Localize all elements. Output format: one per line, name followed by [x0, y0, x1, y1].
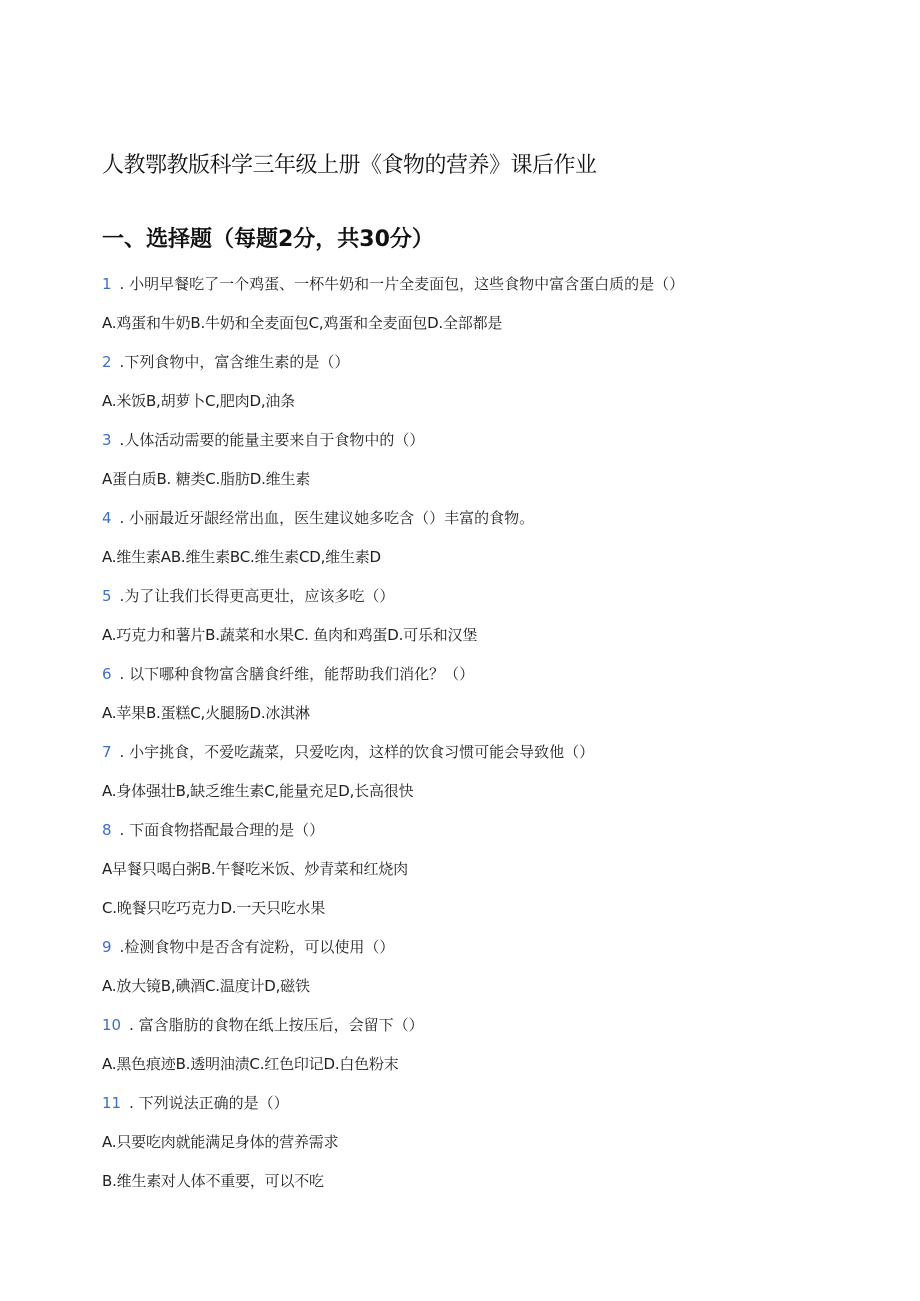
- question-9-options: A.放大镜B,碘酒C.温度计D,磁铁: [102, 977, 310, 995]
- question-text: .人体活动需要的能量主要来自于食物中的（）: [119, 431, 425, 449]
- question-11-option-b: B.维生素对人体不重要，可以不吃: [102, 1172, 324, 1190]
- question-text: .下列食物中，富含维生素的是（）: [119, 353, 350, 371]
- question-6-options: A.苹果B.蛋糕C,火腿肠D.冰淇淋: [102, 704, 310, 722]
- question-1-options: A.鸡蛋和牛奶B.牛奶和全麦面包C,鸡蛋和全麦面包D.全部都是: [102, 314, 503, 332]
- question-number: 5: [102, 587, 112, 605]
- question-text: . 下列说法正确的是（）: [129, 1094, 289, 1112]
- question-1: [102, 271, 882, 310]
- question-text: . 小明早餐吃了一个鸡蛋、一杯牛奶和一片全麦面包，这些食物中富含蛋白质的是（）: [119, 275, 685, 293]
- question-number: 1: [102, 275, 112, 293]
- question-8-options-a-b: A早餐只喝白粥B.午餐吃米饭、炒青菜和红烧肉: [102, 860, 408, 878]
- question-8-options-c-d: C.晚餐只吃巧克力D.一天只吃水果: [102, 899, 326, 917]
- question-number: 4: [102, 509, 112, 527]
- question-10: [102, 1012, 882, 1051]
- question-5-options: A.巧克力和薯片B.蔬菜和水果C. 鱼肉和鸡蛋D.可乐和汉堡: [102, 626, 478, 644]
- question-4-options: A.维生素AB.维生素BC.维生素CD,维生素D: [102, 548, 381, 566]
- question-number: 8: [102, 821, 112, 839]
- question-number: 3: [102, 431, 112, 449]
- question-text: . 下面食物搭配最合理的是（）: [119, 821, 325, 839]
- question-list: [102, 271, 882, 1207]
- question-text: . 以下哪种食物富含膳食纤维，能帮助我们消化？（）: [119, 665, 475, 683]
- question-3: [102, 427, 882, 466]
- question-7: [102, 739, 882, 778]
- question-number: 7: [102, 743, 112, 761]
- question-7-options: A.身体强壮B,缺乏维生素C,能量充足D,长高很快: [102, 782, 414, 800]
- section-heading: 一、选择题（每题2分，共30分）: [102, 227, 434, 252]
- question-3-options: A蛋白质B. 糖类C.脂肪D.维生素: [102, 470, 311, 488]
- question-number: 2: [102, 353, 112, 371]
- question-number: 11: [102, 1094, 122, 1112]
- question-11: [102, 1090, 882, 1129]
- question-11-option-a: A.只要吃肉就能满足身体的营养需求: [102, 1133, 339, 1151]
- question-text: . 小宇挑食，不爱吃蔬菜，只爱吃肉，这样的饮食习惯可能会导致他（）: [119, 743, 595, 761]
- question-number: 10: [102, 1016, 122, 1034]
- question-2: [102, 349, 882, 388]
- question-10-options: A.黑色痕迹B.透明油渍C.红色印记D.白色粉末: [102, 1055, 399, 1073]
- question-text: .为了让我们长得更高更壮，应该多吃（）: [119, 587, 395, 605]
- question-2-options: A.米饭B,胡萝卜C,肥肉D,油条: [102, 392, 295, 410]
- question-8: [102, 817, 882, 856]
- question-9: [102, 934, 882, 973]
- document-title: 人教鄂教版科学三年级上册《食物的营养》课后作业: [102, 153, 597, 178]
- question-6: [102, 661, 882, 700]
- question-5: [102, 583, 882, 622]
- question-4: [102, 505, 882, 544]
- question-number: 9: [102, 938, 112, 956]
- question-text: . 小丽最近牙龈经常出血，医生建议她多吃含（）丰富的食物。: [119, 509, 535, 527]
- question-text: . 富含脂肪的食物在纸上按压后，会留下（）: [129, 1016, 424, 1034]
- question-text: .检测食物中是否含有淀粉，可以使用（）: [119, 938, 395, 956]
- question-number: 6: [102, 665, 112, 683]
